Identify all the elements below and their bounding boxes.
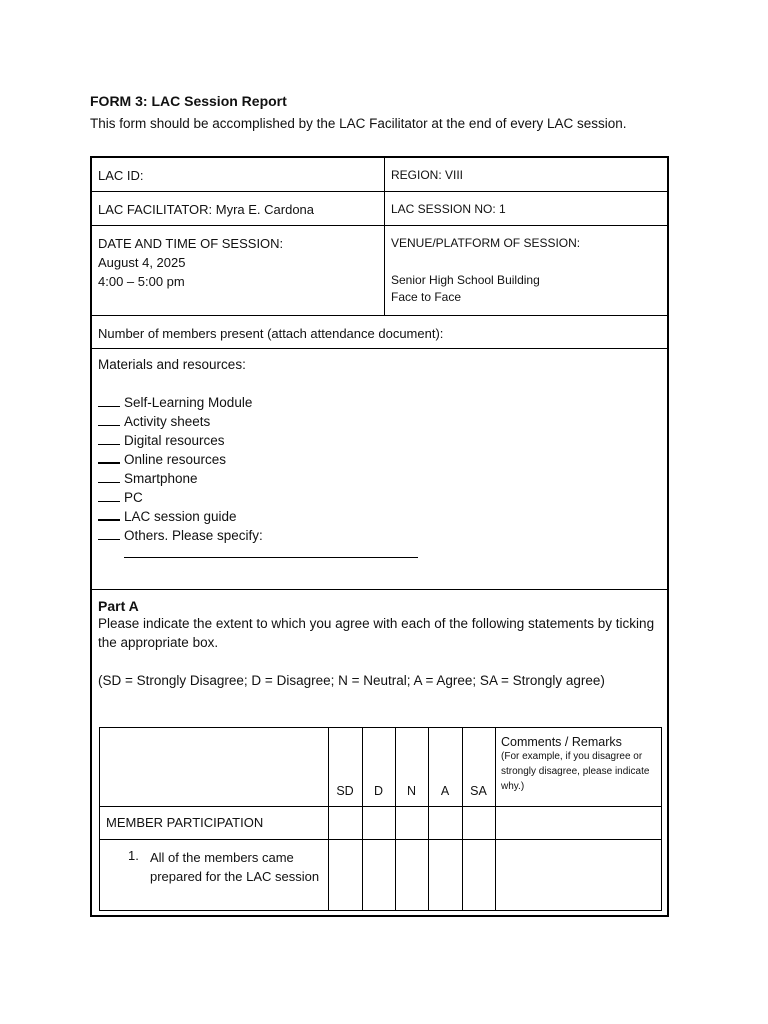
item-text: All of the members came prepared for the LAC session (150, 850, 320, 884)
material-checkbox-line[interactable] (98, 425, 120, 426)
others-specify-line[interactable] (124, 545, 418, 558)
venue-mode: Face to Face (391, 290, 462, 304)
members-present-field[interactable]: Number of members present (attach attendance document): (98, 326, 444, 341)
material-checkbox-line[interactable] (98, 444, 120, 445)
rating-cell-a[interactable] (428, 839, 462, 910)
material-item (98, 469, 661, 488)
material-checkbox-line[interactable] (98, 462, 120, 464)
material-checkbox-line[interactable] (98, 501, 120, 502)
rating-cell-d[interactable] (362, 839, 395, 910)
material-label: Others. Please specify: (124, 528, 263, 543)
venue-label: VENUE/PLATFORM OF SESSION: (391, 236, 581, 250)
material-item (98, 488, 661, 507)
row-materials (92, 349, 667, 590)
row-id-region (92, 158, 667, 192)
material-label: Digital resources (124, 433, 225, 448)
section-member-participation: MEMBER PARTICIPATION (106, 815, 264, 830)
material-item (98, 507, 661, 526)
lac-report-form (90, 156, 669, 917)
session-no-field[interactable]: LAC SESSION NO: 1 (391, 202, 506, 216)
comment-cell[interactable] (495, 839, 661, 910)
venue-field[interactable] (385, 226, 667, 315)
region-field[interactable]: REGION: VIII (391, 168, 464, 182)
column-header-a: A (440, 784, 450, 798)
material-label: Self-Learning Module (124, 395, 253, 410)
material-checkbox-line[interactable] (98, 519, 120, 521)
rating-cell-sa[interactable] (462, 839, 495, 910)
page-title: FORM 3: LAC Session Report (90, 93, 287, 109)
time-value: 4:00 – 5:00 pm (98, 274, 185, 289)
material-item (98, 450, 661, 469)
date-value: August 4, 2025 (98, 255, 186, 270)
rating-cell-sd[interactable] (328, 839, 362, 910)
date-label: DATE AND TIME OF SESSION: (98, 236, 284, 251)
part-a-instruction: Please indicate the extent to which you agree with each of the following statements by ticking the appropriate box. (98, 616, 655, 650)
venue-value: Senior High School Building (391, 273, 540, 287)
material-checkbox-line[interactable] (98, 406, 120, 407)
material-label: Activity sheets (124, 414, 211, 429)
row-date-venue (92, 226, 667, 316)
rating-table (99, 727, 662, 911)
material-item (98, 393, 661, 412)
material-label: Smartphone (124, 471, 198, 486)
lac-id-field[interactable]: LAC ID: (92, 158, 385, 191)
column-header-d: D (373, 784, 384, 798)
column-header-sd: SD (336, 784, 354, 798)
materials-section (92, 349, 667, 589)
column-header-n: N (406, 784, 417, 798)
column-header-sa: SA (470, 784, 487, 798)
item-number: 1. (128, 848, 139, 863)
row-members-present (92, 316, 667, 349)
page-subtitle: This form should be accomplished by the LAC Facilitator at the end of every LAC session. (90, 116, 627, 131)
part-a-title: Part A (98, 598, 139, 614)
part-a-legend: (SD = Strongly Disagree; D = Disagree; N = Neutral; A = Agree; SA = Strongly agree) (98, 673, 605, 688)
material-checkbox-line[interactable] (98, 539, 120, 540)
material-item (98, 412, 661, 431)
materials-label: Materials and resources: (98, 357, 246, 372)
comments-header: Comments / Remarks (For example, if you disagree or strongly disagree, please indicate why.) (501, 735, 650, 792)
facilitator-field[interactable]: LAC FACILITATOR: Myra E. Cardona (92, 192, 385, 225)
row-part-a (92, 590, 667, 917)
rating-cell-n[interactable] (395, 839, 428, 910)
date-time-field[interactable] (92, 226, 385, 315)
material-item (98, 431, 661, 450)
row-facilitator-session (92, 192, 667, 226)
material-label: PC (124, 490, 143, 505)
material-item (98, 526, 661, 545)
material-label: Online resources (124, 452, 227, 467)
material-label: LAC session guide (124, 509, 237, 524)
materials-list (98, 393, 661, 545)
material-checkbox-line[interactable] (98, 482, 120, 483)
